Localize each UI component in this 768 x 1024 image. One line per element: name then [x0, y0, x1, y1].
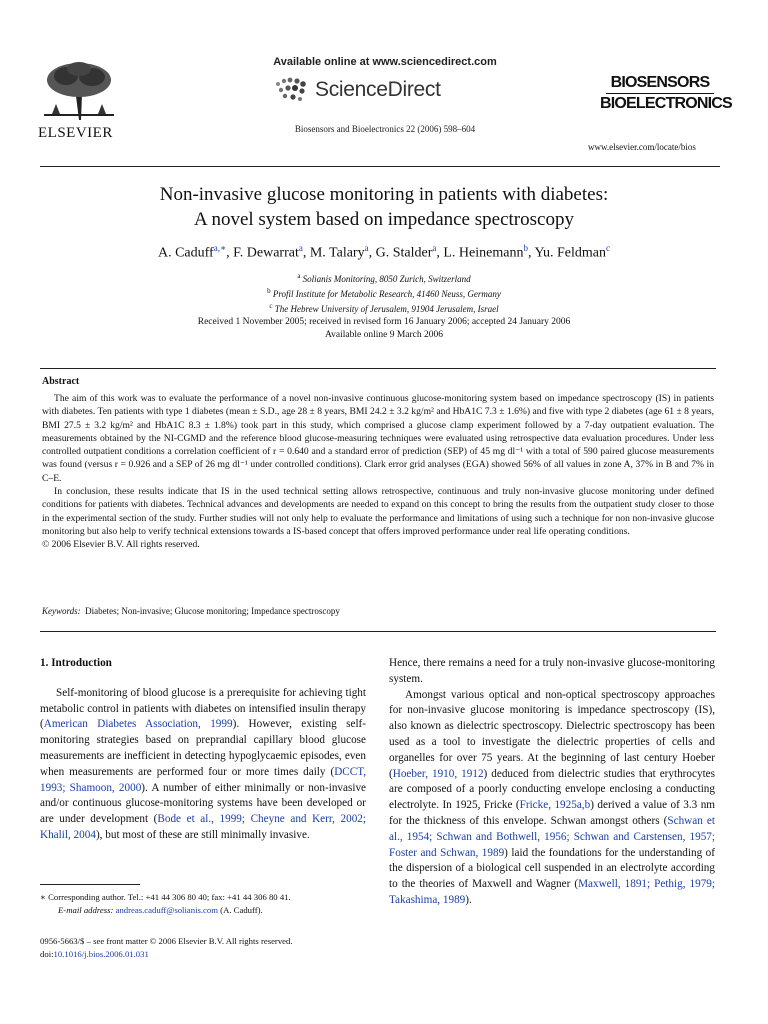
abstract-bottom-rule — [40, 631, 716, 632]
abstract-copyright: © 2006 Elsevier B.V. All rights reserved. — [42, 539, 200, 551]
affiliation-mark[interactable]: a — [364, 243, 369, 253]
affiliation-mark[interactable]: a — [298, 243, 303, 253]
author-name: G. Stalder — [375, 245, 433, 261]
issn-footer — [40, 935, 366, 960]
journal-header — [0, 52, 768, 162]
paragraph-text: ) laid the foundations for the understanding of the dispersion of a biological cell suspended in an electrolyte according to the theories of Maxwell and Wagner ( — [389, 846, 715, 891]
corresponding-author: ∗ Corresponding author. Tel.: +41 44 306 80 40; fax: +41 44 306 80 41. — [40, 892, 291, 902]
paragraph-text: Self-monitoring of blood glucose is a prerequisite for achieving tight metabolic control in patients with diabetes on intensified insulin therapy ( — [40, 686, 366, 731]
paragraph-text: ) deduced from dielectric studies that erythrocytes are composed of a poorly conducting envelope enclosing a conducting electrolyte. In 1925, Fricke ( — [389, 767, 715, 812]
affiliation-mark[interactable]: b — [523, 243, 528, 253]
affiliation-line — [40, 285, 728, 300]
keywords — [42, 606, 714, 616]
affiliation-mark[interactable]: a — [432, 243, 437, 253]
footnote-rule — [40, 884, 140, 885]
abstract-paragraph-1: The aim of this work was to evaluate the performance of a novel non-invasive continuous glucose-monitoring system based on impedance spectroscopy (IS) in patients with diabetes. Ten patients with type 1 diabetes (mean ± S.D., age 28 ± 8 years, BMI 24.2 ± 3.2 kg/m² and HbA1C 7.3 ± 1.6%) and five with type 2 diabetes (age 61 ± 8 years, BMI 27.5 ± 3.2 kg/m² and HbA1C 8.3 ± 1.8%) took part in this study, which comprised a glucose clamp experiment followed by a 7-day outpatient evaluation. The measurements obtained by the NI-CGMD and the reference blood glucose-measuring techniques were evaluated using retrospective data evaluation procedures. Under less controlled outpatient conditions a correlation coefficient of r = 0.640 and a standard error of prediction (SEP) of 45 mg dl⁻¹ with a total of 590 paired glucose measurements was found (versus r = 0.926 and a SEP of 26 mg dl⁻¹ under controlled conditions). Clark error grid analyses (EGA) showed 56% of all values in zone A, 37% in B and 7% in C–E. — [42, 393, 714, 484]
paragraph-text: ) derived a value of 3.3 nm for the thickness of this envelope. Schwan amongst others ( — [389, 799, 715, 827]
author-name: L. Heinemann — [443, 245, 524, 261]
email-line — [40, 904, 366, 917]
affiliation-mark[interactable]: c — [606, 243, 610, 253]
author-name: Yu. Feldman — [534, 245, 606, 261]
affiliation-text: Solianis Monitoring, 8050 Zurich, Switzerland — [300, 274, 471, 284]
doi-label: doi: — [40, 948, 54, 959]
elsevier-tree-logo — [40, 60, 118, 122]
intro-paragraph-2 — [389, 688, 715, 909]
issn-line: 0956-5663/$ – see front matter © 2006 Elsevier B.V. All rights reserved. — [40, 936, 293, 946]
doi-link[interactable]: 10.1016/j.bios.2006.01.031 — [53, 948, 149, 959]
affiliation-letter: a — [297, 272, 301, 280]
intro-paragraph-continued: Hence, there remains a need for a truly non-invasive glucose-monitoring system. — [389, 657, 715, 685]
affiliation-text: The Hebrew University of Jerusalem, 91904 Jerusalem, Israel — [272, 304, 499, 314]
right-column — [389, 656, 715, 909]
paragraph-text: ), but most of these are still minimally invasive. — [95, 828, 310, 841]
section-heading: 1. Introduction — [40, 657, 112, 669]
keywords-list: Diabetes; Non-invasive; Glucose monitoring; Impedance spectroscopy — [85, 606, 340, 616]
abstract-body — [42, 392, 714, 552]
paragraph-text: Amongst various optical and non-optical spectroscopy approaches for non-invasive glucose monitoring is impedance spectroscopy (IS), also known as dielectric spectroscopy. Dielectric spectroscopy has been used as a tool to investigate the dielectric properties of cells and organelles for over 75 years. At the beginning of last century Hoeber ( — [389, 688, 715, 780]
corresponding-footnote — [40, 891, 366, 916]
article-title — [40, 182, 728, 232]
affiliation-letter: c — [269, 302, 273, 310]
sciencedirect-logo-text: ScienceDirect — [315, 78, 441, 101]
citation-link[interactable]: Hoeber, 1910, 1912 — [392, 767, 484, 780]
author-name: M. Talary — [309, 245, 365, 261]
journal-url[interactable]: www.elsevier.com/locate/bios — [588, 142, 696, 152]
abstract-heading: Abstract — [42, 376, 80, 387]
affiliation-text: Profil Institute for Metabolic Research, 41460 Neuss, Germany — [270, 289, 501, 299]
sciencedirect-banner — [200, 56, 570, 134]
citation-link[interactable]: Maxwell, 1891; Pethig, 1979; Takashima, 1989 — [389, 878, 716, 906]
available-online-date: Available online 9 March 2006 — [324, 330, 443, 340]
title-line-2: A novel system based on impedance spectroscopy — [194, 209, 574, 230]
available-online-text: Available online at www.sciencedirect.com — [273, 56, 497, 68]
email-link[interactable]: andreas.caduff@solianis.com — [115, 904, 218, 915]
affiliation-mark[interactable]: a,∗ — [213, 243, 227, 253]
citation-link[interactable]: Fricke, 1925a,b — [519, 799, 591, 812]
publisher-name: ELSEVIER — [38, 125, 113, 141]
title-line-1: Non-invasive glucose monitoring in patients with diabetes: — [159, 184, 609, 205]
left-column — [40, 656, 366, 844]
author-name: A. Caduff — [157, 245, 214, 261]
sciencedirect-dots-icon — [272, 76, 312, 106]
abstract-paragraph-2: In conclusion, these results indicate that IS in the used technical setting allows retrospective, continuous and truly non-invasive glucose monitoring under defined conditions for patients with diabetes. Technical advances and developments are needed to expand on this concept to bring the results from the outpatient study closer to those in the experimental section of the study. Further studies will not only help to evaluate the performance and limitations of using such a technique for non non-invasive glucose monitoring but also help to verify technical extensions towards a IS-based concept that offers improved performance under real life operating conditions. — [42, 486, 714, 537]
paragraph-text: ). — [465, 893, 472, 906]
citation-link[interactable]: Bode et al., 1999; Cheyne and Kerr, 2002; Khalil, 2004 — [40, 813, 367, 841]
abstract-top-rule — [40, 368, 716, 369]
paragraph-text: ). A number of either minimally or non-invasive and/or continuous glucose-monitoring systems have been developed or are under development ( — [40, 781, 366, 826]
affiliations — [40, 270, 728, 315]
citation-link[interactable]: DCCT, 1993; Shamoon, 2000 — [40, 765, 366, 794]
affiliation-line — [40, 270, 728, 285]
article-dates — [40, 316, 728, 342]
author-list: A. Caduff$^{a,∗}$, F. Dewarrat$^a$, M. Talary$^a$, G. Stalder$^a$, L. Heinemann$^b$, Yu. Feldman$^c$ — [157, 243, 610, 261]
journal-logo-line2: BIOELECTRONICS — [600, 95, 732, 112]
citation-link[interactable]: American Diabetes Association, 1999 — [43, 718, 233, 731]
doi-line — [40, 948, 366, 961]
paragraph-text: ). However, existing self-monitoring strategies based on preprandial capillary blood glucose measurements are inefficient in detecting hypoglycaemic episodes, even when measurements are performed four or more times daily ( — [40, 718, 366, 778]
affiliation-line — [40, 300, 728, 315]
citation-link[interactable]: Schwan et al., 1954; Schwan and Bothwell, 1956; Schwan and Carstensen, 1957; Foster and Schwan, 1989 — [389, 814, 715, 859]
journal-logo — [600, 74, 732, 113]
journal-logo-line1: BIOSENSORS — [610, 74, 710, 91]
keywords-label: Keywords: — [42, 606, 81, 616]
journal-reference: Biosensors and Bioelectronics 22 (2006) 598–604 — [294, 124, 476, 134]
email-label: E-mail address: — [58, 904, 114, 915]
header-divider — [40, 166, 720, 167]
email-suffix: (A. Caduff). — [218, 904, 263, 915]
received-dates: Received 1 November 2005; received in revised form 16 January 2006; accepted 24 January 2006 — [197, 317, 571, 327]
affiliation-letter: b — [267, 287, 271, 295]
intro-paragraph-1 — [40, 686, 366, 844]
author-name: F. Dewarrat — [233, 245, 299, 261]
